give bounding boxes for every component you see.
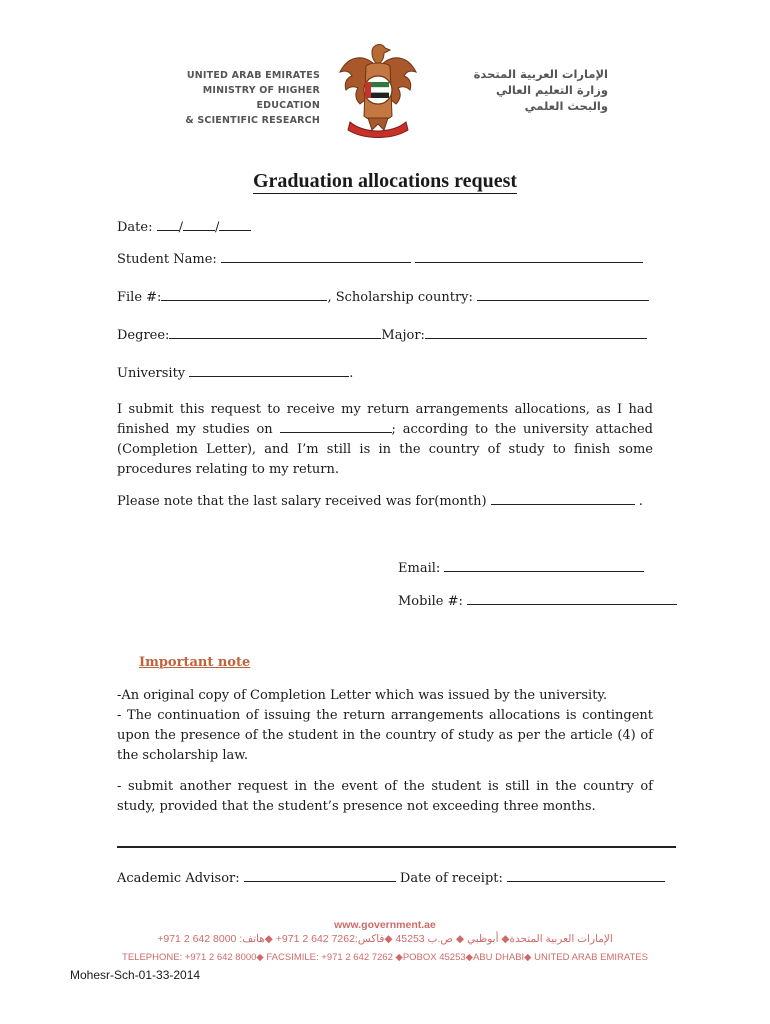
academic-advisor-label: Academic Advisor: bbox=[117, 871, 240, 886]
date-separator: / bbox=[215, 220, 220, 235]
form-title: Graduation allocations request bbox=[252, 170, 518, 192]
footer-english-contact: TELEPHONE: +971 2 642 8000◆ FACSIMILE: +971 2 642 7262 ◆POBOX 45253◆ABU DHABI◆ UNITED ARAB EMIRATES bbox=[122, 952, 648, 963]
date-row bbox=[117, 219, 251, 235]
note-item-1: -An original copy of Completion Letter which was issued by the university. bbox=[117, 688, 608, 703]
university-field[interactable] bbox=[189, 365, 349, 377]
file-number-field[interactable] bbox=[161, 289, 327, 301]
university-end-period: . bbox=[349, 366, 354, 381]
student-last-name-field[interactable] bbox=[415, 251, 643, 263]
form-code: Mohesr-Sch-01-33-2014 bbox=[70, 968, 201, 982]
academic-advisor-field[interactable] bbox=[244, 870, 396, 882]
office-use-row bbox=[117, 870, 665, 886]
section-divider bbox=[117, 846, 676, 848]
university-row bbox=[117, 365, 353, 381]
scholarship-country-field[interactable] bbox=[477, 289, 649, 301]
student-name-row bbox=[117, 251, 643, 267]
footer-arabic-contact: الإمارات العربية المتحدة◆ أبوظبي ◆ ص.ب 45253 ◆فاكس:7262 642 2 971+ ◆هاتف: 8000 642 2 971+ bbox=[157, 933, 613, 945]
mobile-field[interactable] bbox=[467, 593, 677, 605]
date-of-receipt-field[interactable] bbox=[507, 870, 665, 882]
footer-website: www.government.ae bbox=[334, 919, 436, 931]
scholarship-country-label: , Scholarship country: bbox=[327, 290, 473, 305]
date-month-field[interactable] bbox=[183, 219, 215, 231]
salary-row bbox=[117, 493, 643, 509]
file-number-label: File #: bbox=[117, 290, 162, 305]
ministry-name-arabic bbox=[430, 66, 608, 114]
date-year-field[interactable] bbox=[219, 219, 251, 231]
degree-field[interactable] bbox=[169, 327, 381, 339]
request-paragraph bbox=[117, 400, 653, 480]
email-row bbox=[398, 560, 644, 576]
important-note-heading: Important note bbox=[139, 655, 251, 670]
ministry-en-line-1: UNITED ARAB EMIRATES bbox=[186, 70, 320, 81]
ministry-ar-line-2: وزارة التعليم العالي bbox=[495, 83, 608, 97]
degree-label: Degree: bbox=[117, 328, 170, 343]
salary-label: Please note that the last salary received was for(month) bbox=[117, 494, 487, 509]
finished-date-field[interactable] bbox=[280, 421, 392, 433]
ministry-ar-line-1: الإمارات العربية المتحدة bbox=[473, 67, 608, 81]
ministry-en-line-2: MINISTRY OF HIGHER EDUCATION bbox=[202, 85, 320, 111]
university-label: University bbox=[117, 366, 186, 381]
mobile-row bbox=[398, 593, 677, 609]
salary-month-field[interactable] bbox=[491, 493, 635, 505]
date-separator: / bbox=[178, 220, 184, 235]
student-first-name-field[interactable] bbox=[221, 251, 411, 263]
ministry-ar-line-3: والبحث العلمي bbox=[524, 99, 608, 113]
major-field[interactable] bbox=[425, 327, 647, 339]
form-title-wrap bbox=[0, 170, 770, 193]
major-label: Major: bbox=[381, 328, 425, 343]
note-item-2: - The continuation of issuing the return arrangements allocations is contingent upon the presence of the student in the country of study as per the article (4) of the scholarship law. bbox=[117, 708, 653, 763]
mobile-label: Mobile #: bbox=[398, 594, 463, 609]
salary-end-period: . bbox=[638, 494, 643, 509]
note-item-3: - submit another request in the event of the student is still in the country of study, provided that the student’s presence not exceeding three months. bbox=[117, 779, 653, 814]
request-text-part-1: I submit this request to receive my return arrangements allocations, as I had finished my studies on bbox=[117, 402, 653, 437]
ministry-name-english bbox=[138, 68, 320, 128]
degree-row bbox=[117, 327, 647, 343]
email-field[interactable] bbox=[444, 560, 644, 572]
uae-falcon-emblem-icon bbox=[336, 38, 420, 138]
file-row bbox=[117, 289, 649, 305]
request-text-part-2: ; according to the university attached (Completion Letter), and I’m still is in the country of study to finish some procedures relating to my return. bbox=[117, 422, 653, 477]
date-of-receipt-label: Date of receipt: bbox=[399, 871, 503, 886]
ministry-en-line-3: & SCIENTIFIC RESEARCH bbox=[185, 115, 320, 126]
date-label: Date: bbox=[117, 220, 153, 235]
important-note-body bbox=[117, 686, 653, 766]
email-label: Email: bbox=[398, 561, 441, 576]
date-day-field[interactable] bbox=[157, 219, 179, 231]
student-name-label: Student Name: bbox=[117, 252, 217, 267]
